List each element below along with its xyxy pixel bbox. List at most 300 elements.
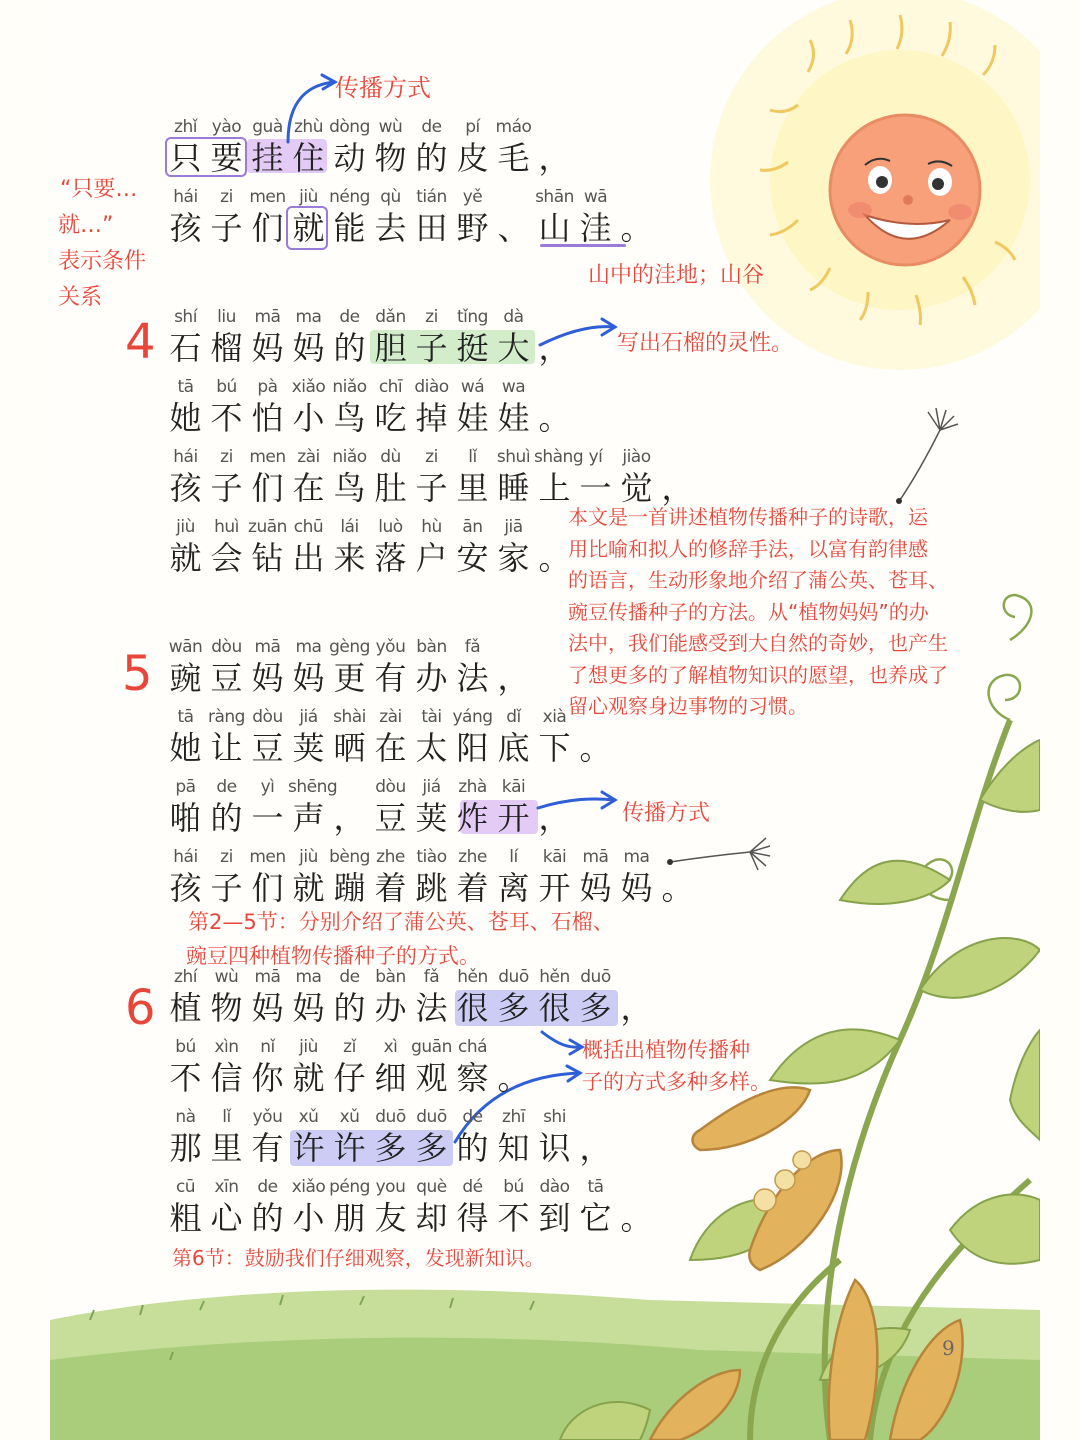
note-shanwa-meaning: 山中的洼地；山谷 <box>588 263 765 288</box>
pinyin: shi <box>543 1107 566 1127</box>
pinyin: jiù <box>176 517 195 537</box>
pinyin: hěn <box>457 967 488 987</box>
verse-character <box>370 967 411 1029</box>
verse-character <box>165 637 206 699</box>
hanzi: 有 <box>251 1129 284 1167</box>
verse-character <box>657 847 698 909</box>
pinyin: tài <box>421 707 442 727</box>
verse-line <box>165 377 575 439</box>
verse-character <box>575 847 616 909</box>
hanzi: 在 <box>374 729 407 767</box>
pinyin: fǎ <box>464 637 481 657</box>
pinyin: chū <box>293 517 324 537</box>
hanzi: 动 <box>333 139 366 177</box>
pinyin: de <box>257 1177 278 1197</box>
verse-character <box>411 117 452 179</box>
pinyin: dòu <box>252 707 283 727</box>
verse-character <box>206 307 247 369</box>
pinyin: nǐ <box>260 1037 275 1057</box>
hanzi: 觉 <box>620 469 653 507</box>
verse-character <box>534 1107 575 1169</box>
verse-line <box>165 1037 534 1099</box>
pinyin: xià <box>542 707 567 727</box>
verse-character <box>616 967 657 1029</box>
verse-character <box>206 1177 247 1239</box>
pinyin: guà <box>252 117 283 137</box>
verse-character <box>329 847 370 909</box>
hanzi: 小 <box>292 399 325 437</box>
verse-character <box>452 637 493 699</box>
verse-character <box>329 967 370 1029</box>
verse-character <box>493 447 534 509</box>
hanzi: 更 <box>333 659 366 697</box>
hanzi: 妈 <box>292 329 325 367</box>
pinyin: zi <box>425 447 438 467</box>
pinyin: xǔ <box>298 1107 319 1127</box>
verse-character <box>534 967 575 1029</box>
hanzi: 豌 <box>169 659 202 697</box>
verse-line <box>165 637 534 699</box>
hanzi: ， <box>538 329 571 367</box>
verse-character <box>452 777 493 839</box>
verse-character <box>493 307 534 369</box>
verse-character <box>247 707 288 769</box>
verse-character <box>370 847 411 909</box>
verse-character <box>206 777 247 839</box>
pinyin <box>575 1107 616 1127</box>
pinyin: wá <box>460 377 485 397</box>
pinyin: men <box>249 447 286 467</box>
pinyin: zhà <box>458 777 487 797</box>
hanzi: 就 <box>292 209 325 247</box>
pinyin: péng <box>329 1177 370 1197</box>
pinyin: pà <box>257 377 278 397</box>
hanzi: 一 <box>251 799 284 837</box>
hanzi: 她 <box>169 729 202 767</box>
pinyin: ma <box>295 967 322 987</box>
verse-character <box>493 187 534 249</box>
pinyin: xìn <box>214 1037 239 1057</box>
pinyin: yí <box>588 447 603 467</box>
pinyin: bàn <box>416 637 447 657</box>
hanzi: 妈 <box>251 989 284 1027</box>
hanzi: 妈 <box>251 659 284 697</box>
verse-character <box>165 447 206 509</box>
hanzi: 太 <box>415 729 448 767</box>
verse-character <box>247 307 288 369</box>
hanzi: 石 <box>169 329 202 367</box>
pinyin: jiá <box>422 777 441 797</box>
hanzi: 。 <box>620 1199 653 1237</box>
hanzi: 娃 <box>497 399 530 437</box>
hanzi: 观 <box>415 1059 448 1097</box>
verse-character <box>370 447 411 509</box>
verse-character <box>452 307 493 369</box>
hanzi: 她 <box>169 399 202 437</box>
pinyin: zhe <box>376 847 405 867</box>
verse-character <box>206 517 247 579</box>
pinyin: tiào <box>416 847 447 867</box>
hanzi: 得 <box>456 1199 489 1237</box>
pinyin: kāi <box>542 847 567 867</box>
hanzi: 许 <box>292 1129 325 1167</box>
pinyin: huì <box>214 517 239 537</box>
hanzi: ， <box>538 799 571 837</box>
verse-character <box>452 517 493 579</box>
hanzi: ， <box>333 799 366 837</box>
verse-character <box>247 1107 288 1169</box>
verse-character <box>288 517 329 579</box>
verse-character <box>165 1107 206 1169</box>
pinyin: yào <box>211 117 242 137</box>
hanzi: 豆 <box>374 799 407 837</box>
verse-character <box>206 117 247 179</box>
note-section-2-5-b: 豌豆四种植物传播种子的方式。 <box>186 944 480 968</box>
hanzi: 。 <box>497 1059 530 1097</box>
summary-line: 本文是一首讲述植物传播种子的诗歌，运 <box>568 505 928 529</box>
pinyin: dǐ <box>506 707 521 727</box>
hanzi: 。 <box>579 729 612 767</box>
hanzi: 大 <box>497 329 530 367</box>
verse-character <box>165 307 206 369</box>
pinyin <box>493 187 534 207</box>
pinyin: men <box>249 187 286 207</box>
pinyin: chī <box>378 377 403 397</box>
verse-character <box>493 967 534 1029</box>
hanzi: 心 <box>210 1199 243 1237</box>
pinyin: duō <box>580 967 611 987</box>
hanzi: 妈 <box>620 869 653 907</box>
pinyin: lí <box>509 847 518 867</box>
hanzi: 就 <box>292 1059 325 1097</box>
verse-character <box>288 307 329 369</box>
verse-character <box>329 117 370 179</box>
hanzi: 子 <box>210 869 243 907</box>
verse-character <box>493 1107 534 1169</box>
note-spread-method-1: 传播方式 <box>335 74 431 102</box>
pinyin: hù <box>421 517 442 537</box>
hanzi: 野 <box>456 209 489 247</box>
verse-character <box>370 1037 411 1099</box>
verse-character <box>534 1177 575 1239</box>
verse-character <box>247 967 288 1029</box>
pinyin: wa <box>501 377 526 397</box>
verse-character <box>329 707 370 769</box>
pinyin: pí <box>465 117 480 137</box>
hanzi: 能 <box>333 209 366 247</box>
hanzi: ， <box>538 139 571 177</box>
verse-character <box>206 1107 247 1169</box>
pinyin: bàn <box>375 967 406 987</box>
pinyin: guān <box>411 1037 452 1057</box>
hanzi: 离 <box>497 869 530 907</box>
verse-character <box>247 777 288 839</box>
hanzi: 怕 <box>251 399 284 437</box>
summary-line: 了想更多的了解植物知识的愿望，也养成了 <box>568 662 948 687</box>
pinyin <box>534 377 575 397</box>
pinyin: lǐ <box>468 447 477 467</box>
pinyin <box>493 637 534 657</box>
hanzi: 。 <box>620 209 653 247</box>
hanzi: 们 <box>251 469 284 507</box>
hanzi: 去 <box>374 209 407 247</box>
note-pomegranate: 写出石榴的灵性。 <box>617 331 794 356</box>
pinyin: ān <box>462 517 483 537</box>
verse-character <box>329 1107 370 1169</box>
verse-character <box>370 1107 411 1169</box>
pinyin: hái <box>173 187 198 207</box>
pinyin: zhe <box>458 847 487 867</box>
pinyin <box>657 847 698 867</box>
pinyin <box>616 1177 657 1197</box>
pinyin: xiǎo <box>291 1177 326 1197</box>
verse-character <box>452 847 493 909</box>
pinyin: wā <box>583 187 608 207</box>
pinyin: bú <box>216 377 237 397</box>
verse-character <box>575 1177 616 1239</box>
verse-character <box>411 777 452 839</box>
hanzi: 孩 <box>169 869 202 907</box>
verse-character <box>288 447 329 509</box>
verse-character <box>288 187 329 249</box>
hanzi: 出 <box>292 539 325 577</box>
pinyin: tā <box>177 377 194 397</box>
hanzi: 要 <box>210 139 243 177</box>
hanzi: 会 <box>210 539 243 577</box>
pinyin: dòng <box>329 117 370 137</box>
pinyin: yǒu <box>375 637 406 657</box>
verse-character <box>370 1177 411 1239</box>
verse-character <box>206 187 247 249</box>
pinyin: dé <box>462 1177 483 1197</box>
verse-character <box>370 517 411 579</box>
pinyin: lái <box>340 517 359 537</box>
hanzi: 许 <box>333 1129 366 1167</box>
verse-character <box>329 1037 370 1099</box>
verse-character <box>452 967 493 1029</box>
hanzi: 掉 <box>415 399 448 437</box>
verse-line <box>165 707 616 769</box>
verse-line <box>165 307 575 369</box>
pinyin: duō <box>375 1107 406 1127</box>
verse-character <box>411 967 452 1029</box>
hanzi: 多 <box>497 989 530 1027</box>
verse-character <box>206 707 247 769</box>
pinyin: zǐ <box>343 1037 356 1057</box>
hanzi: 妈 <box>251 329 284 367</box>
pinyin <box>329 777 370 797</box>
verse-character <box>452 1107 493 1169</box>
hanzi: 睡 <box>497 469 530 507</box>
verse-line <box>165 847 698 909</box>
verse-character <box>493 707 534 769</box>
hanzi: 识 <box>538 1129 571 1167</box>
hanzi: 办 <box>415 659 448 697</box>
hanzi: 挺 <box>456 329 489 367</box>
hanzi: 们 <box>251 869 284 907</box>
hanzi: ， <box>497 659 530 697</box>
verse-character <box>288 707 329 769</box>
hanzi: 信 <box>210 1059 243 1097</box>
hanzi: 的 <box>251 1199 284 1237</box>
hanzi: 物 <box>374 139 407 177</box>
verse-character <box>370 637 411 699</box>
pinyin: xǔ <box>339 1107 360 1127</box>
stanza-number-4: 4 <box>125 314 156 370</box>
pinyin: yǒu <box>252 1107 283 1127</box>
verse-character <box>493 1037 534 1099</box>
hanzi: 友 <box>374 1199 407 1237</box>
verse-character <box>288 847 329 909</box>
verse-line <box>165 187 657 249</box>
hanzi: 朋 <box>333 1199 366 1237</box>
hanzi: 却 <box>415 1199 448 1237</box>
hanzi: 不 <box>210 399 243 437</box>
pinyin: hái <box>173 447 198 467</box>
hanzi: 你 <box>251 1059 284 1097</box>
hanzi: 孩 <box>169 209 202 247</box>
hanzi: 法 <box>415 989 448 1027</box>
hanzi: 榴 <box>210 329 243 367</box>
pinyin: men <box>249 847 286 867</box>
pinyin: tián <box>416 187 447 207</box>
hanzi: 子 <box>415 329 448 367</box>
verse-character <box>575 967 616 1029</box>
verse-character <box>288 637 329 699</box>
hanzi: 娃 <box>456 399 489 437</box>
pinyin: bú <box>503 1177 524 1197</box>
pinyin: diào <box>414 377 449 397</box>
pinyin: tā <box>587 1177 604 1197</box>
pinyin: dù <box>380 447 401 467</box>
hanzi: 到 <box>538 1199 571 1237</box>
verse-character <box>165 847 206 909</box>
note-section-2-5-a: 第2—5节：分别介绍了蒲公英、苍耳、石榴、 <box>188 910 614 934</box>
pinyin: bú <box>175 1037 196 1057</box>
pinyin: zi <box>220 187 233 207</box>
pinyin: pā <box>175 777 196 797</box>
pinyin: jiá <box>299 707 318 727</box>
hanzi: 在 <box>292 469 325 507</box>
verse-character <box>288 1107 329 1169</box>
pinyin: jiào <box>622 447 651 467</box>
note-spread-method-2: 传播方式 <box>622 801 711 826</box>
hanzi: 胆 <box>374 329 407 367</box>
hanzi: 仔 <box>333 1059 366 1097</box>
verse-character <box>452 377 493 439</box>
pinyin: què <box>416 1177 447 1197</box>
pinyin: zi <box>425 307 438 327</box>
pinyin: de <box>339 967 360 987</box>
verse-character <box>534 777 575 839</box>
hanzi: 多 <box>374 1129 407 1167</box>
note-condition-3: 表示条件 <box>58 249 147 274</box>
hanzi: 办 <box>374 989 407 1027</box>
pinyin: ma <box>295 637 322 657</box>
hanzi: 法 <box>456 659 489 697</box>
pinyin <box>657 447 698 467</box>
pinyin: zhǐ <box>174 117 197 137</box>
hanzi: 着 <box>374 869 407 907</box>
hanzi: 很 <box>456 989 489 1027</box>
verse-character <box>616 447 657 509</box>
pinyin <box>616 187 657 207</box>
pinyin: wān <box>168 637 203 657</box>
verse-character <box>534 447 584 509</box>
verse-character <box>329 637 370 699</box>
pinyin: ma <box>623 847 650 867</box>
hanzi: 荚 <box>415 799 448 837</box>
verse-character <box>288 1037 329 1099</box>
hanzi: 落 <box>374 539 407 577</box>
pinyin: zuān <box>248 517 287 537</box>
verse-character <box>493 117 534 179</box>
verse-character <box>288 377 329 439</box>
verse-line <box>165 447 698 509</box>
verse-character <box>370 377 411 439</box>
verse-character <box>616 847 657 909</box>
stanza-number-5: 5 <box>122 646 153 702</box>
verse-character <box>165 187 206 249</box>
verse-character <box>411 1107 452 1169</box>
hanzi: 里 <box>456 469 489 507</box>
hanzi: 里 <box>210 1129 243 1167</box>
hanzi: 让 <box>210 729 243 767</box>
hanzi: 就 <box>292 869 325 907</box>
pinyin: de <box>339 307 360 327</box>
hanzi: 肚 <box>374 469 407 507</box>
pinyin: ma <box>295 307 322 327</box>
hanzi: 。 <box>538 539 571 577</box>
hanzi: 毛 <box>497 139 530 177</box>
pinyin: mā <box>254 967 281 987</box>
hanzi: 它 <box>579 1199 612 1237</box>
pinyin: yě <box>462 187 483 207</box>
verse-character <box>329 777 370 839</box>
verse-character <box>288 117 329 179</box>
pinyin: fǎ <box>423 967 440 987</box>
verse-character <box>165 1037 206 1099</box>
hanzi: 们 <box>251 209 284 247</box>
hanzi: 知 <box>497 1129 530 1167</box>
summary-line: 法中，我们能感受到大自然的奇妙，也产生 <box>568 631 948 655</box>
verse-character <box>534 187 575 249</box>
verse-character <box>288 967 329 1029</box>
hanzi: 山 <box>538 209 571 247</box>
pinyin: lǐ <box>222 1107 231 1127</box>
summary-line: 用比喻和拟人的修辞手法，以富有韵律感 <box>568 536 928 561</box>
pinyin: gèng <box>329 637 370 657</box>
page-number: 9 <box>942 1336 955 1360</box>
hanzi: 一 <box>579 469 612 507</box>
hanzi: 户 <box>415 539 448 577</box>
pinyin: zài <box>297 447 320 467</box>
verse-character <box>206 847 247 909</box>
hanzi: 妈 <box>579 869 612 907</box>
hanzi: 那 <box>169 1129 202 1167</box>
verse-character <box>411 637 452 699</box>
pinyin: jiù <box>299 847 318 867</box>
hanzi: 察 <box>456 1059 489 1097</box>
pinyin: mā <box>254 637 281 657</box>
hanzi: 挂 <box>251 139 284 177</box>
hanzi: 就 <box>169 539 202 577</box>
hanzi: 很 <box>538 989 571 1027</box>
hanzi: 不 <box>497 1199 530 1237</box>
pinyin: ràng <box>208 707 245 727</box>
pinyin: cū <box>175 1177 196 1197</box>
verse-character <box>616 1177 657 1239</box>
